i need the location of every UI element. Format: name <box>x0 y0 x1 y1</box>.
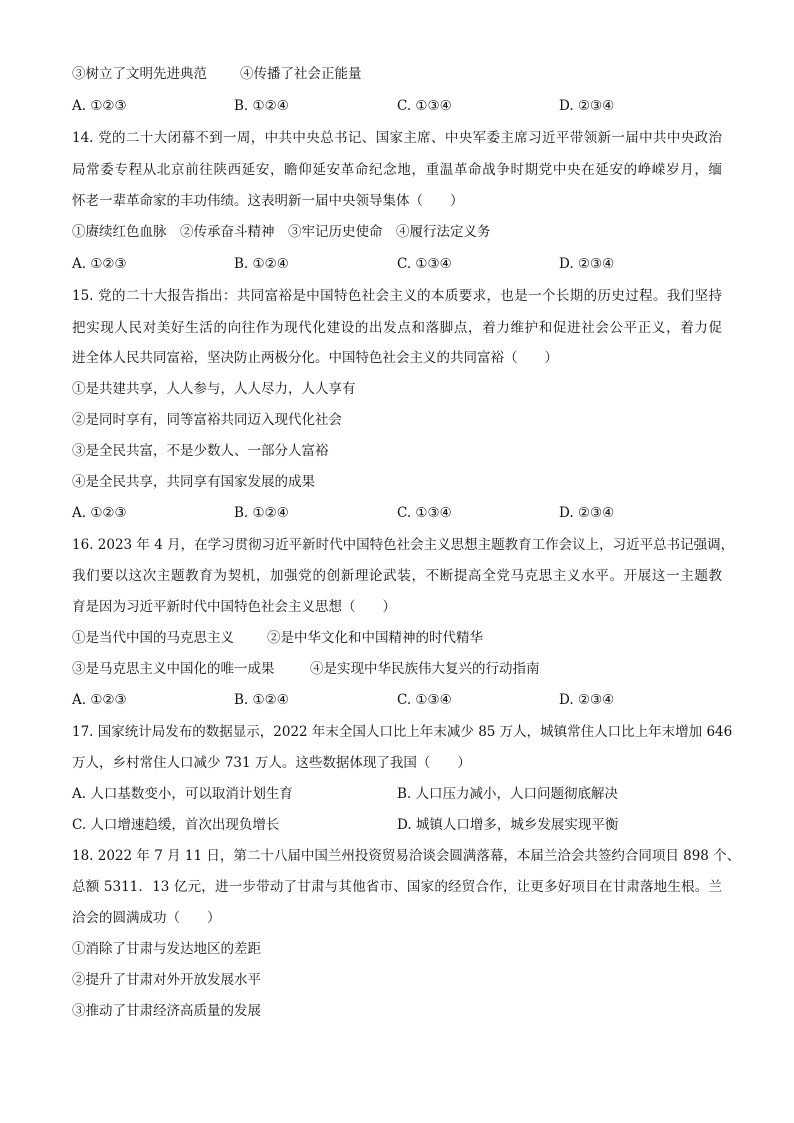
q17-option-a: A. 人口基数变小，可以取消计划生育 <box>72 786 293 802</box>
q16-stem-line-3: 育是因为习近平新时代中国特色社会主义思想（ ） <box>72 599 396 615</box>
q18-stem-line-1: 18. 2022 年 7 月 11 日，第二十八届中国兰州投资贸易洽谈会圆满落幕，本届兰洽会共签约合同项目 898 个、 <box>72 848 741 864</box>
q14-option-c: C. ①③④ <box>397 256 452 272</box>
q13-option-c: C. ①③④ <box>397 98 452 114</box>
q16-statement-2: ②是中华文化和中国精神的时代精华 <box>267 630 483 646</box>
q15-option-a: A. ①②③ <box>72 505 127 521</box>
q14-statements: ①赓续红色血脉 ②传承奋斗精神 ③牢记历史使命 ④履行法定义务 <box>72 224 491 240</box>
q14-option-d: D. ②③④ <box>559 256 615 272</box>
q14-stem-line-3: 怀老一辈革命家的丰功伟绩。这表明新一届中央领导集体（ ） <box>72 193 464 209</box>
q15-statement-1: ①是共建共享，人人参与，人人尽力，人人享有 <box>72 381 356 397</box>
q16-option-c: C. ①③④ <box>397 692 452 708</box>
q13-statement-3: ③树立了文明先进典范 <box>72 66 207 82</box>
q15-statement-3: ③是全民共富，不是少数人、一部分人富裕 <box>72 443 329 459</box>
q14-stem-line-1: 14. 党的二十大闭幕不到一周，中共中央总书记、国家主席、中央军委主席习近平带领新一届中共中央政治 <box>72 130 722 146</box>
q16-stem-line-2: 我们要以这次主题教育为契机，加强党的创新理论武装，不断提高全党马克思主义水平。开展这一主题教 <box>72 568 722 584</box>
q16-option-d: D. ②③④ <box>559 692 615 708</box>
q16-option-a: A. ①②③ <box>72 692 127 708</box>
q15-option-c: C. ①③④ <box>397 505 452 521</box>
q17-stem-line-1: 17. 国家统计局发布的数据显示，2022 年末全国人口比上年末减少 85 万人，城镇常住人口比上年末增加 646 <box>72 724 733 740</box>
q13-statement-4: ④传播了社会正能量 <box>240 66 362 82</box>
q17-option-c: C. 人口增速趋缓，首次出现负增长 <box>72 817 280 833</box>
q17-option-d: D. 城镇人口增多，城乡发展实现平衡 <box>397 817 619 833</box>
q17-option-b: B. 人口压力减小，人口问题彻底解决 <box>397 786 619 802</box>
q13-option-d: D. ②③④ <box>559 98 615 114</box>
q15-statement-2: ②是同时享有，同等富裕共同迈入现代化社会 <box>72 412 342 428</box>
q18-statement-1: ①消除了甘肃与发达地区的差距 <box>72 941 261 957</box>
q16-statement-4: ④是实现中华民族伟大复兴的行动指南 <box>310 661 540 677</box>
q18-statement-2: ②提升了甘肃对外开放发展水平 <box>72 972 261 988</box>
q16-statement-1: ①是当代中国的马克思主义 <box>72 630 234 646</box>
q14-option-a: A. ①②③ <box>72 256 127 272</box>
q16-option-b: B. ①②④ <box>234 692 289 708</box>
q15-stem-line-1: 15. 党的二十大报告指出：共同富裕是中国特色社会主义的本质要求，也是一个长期的历史过程。我们坚持 <box>72 288 722 304</box>
q13-option-b: B. ①②④ <box>234 98 289 114</box>
q17-stem-line-2: 万人，乡村常住人口减少 731 万人。这些数据体现了我国（ ） <box>72 755 471 771</box>
q15-statement-4: ④是全民共享，共同享有国家发展的成果 <box>72 474 315 490</box>
q15-stem-line-3: 进全体人民共同富裕，坚决防止两极分化。中国特色社会主义的共同富裕（ ） <box>72 350 558 366</box>
q18-stem-line-2: 总额 5311．13 亿元，进一步带动了甘肃与其他省市、国家的经贸合作，让更多好项目在甘肃落地生根。兰 <box>72 879 722 895</box>
q14-option-b: B. ①②④ <box>234 256 289 272</box>
q15-stem-line-2: 把实现人民对美好生活的向往作为现代化建设的出发点和落脚点，着力维护和促进社会公平正义，着力促 <box>72 320 722 336</box>
q14-stem-line-2: 局常委专程从北京前往陕西延安，瞻仰延安革命纪念地，重温革命战争时期党中央在延安的峥嵘岁月，缅 <box>72 162 722 178</box>
q15-option-b: B. ①②④ <box>234 505 289 521</box>
q18-stem-line-3: 洽会的圆满成功（ ） <box>72 910 221 926</box>
q16-statement-3: ③是马克思主义中国化的唯一成果 <box>72 661 275 677</box>
q13-option-a: A. ①②③ <box>72 98 127 114</box>
q15-option-d: D. ②③④ <box>559 505 615 521</box>
q18-statement-3: ③推动了甘肃经济高质量的发展 <box>72 1003 261 1019</box>
q16-stem-line-1: 16. 2023 年 4 月，在学习贯彻习近平新时代中国特色社会主义思想主题教育工作会议上，习近平总书记强调， <box>72 537 735 553</box>
